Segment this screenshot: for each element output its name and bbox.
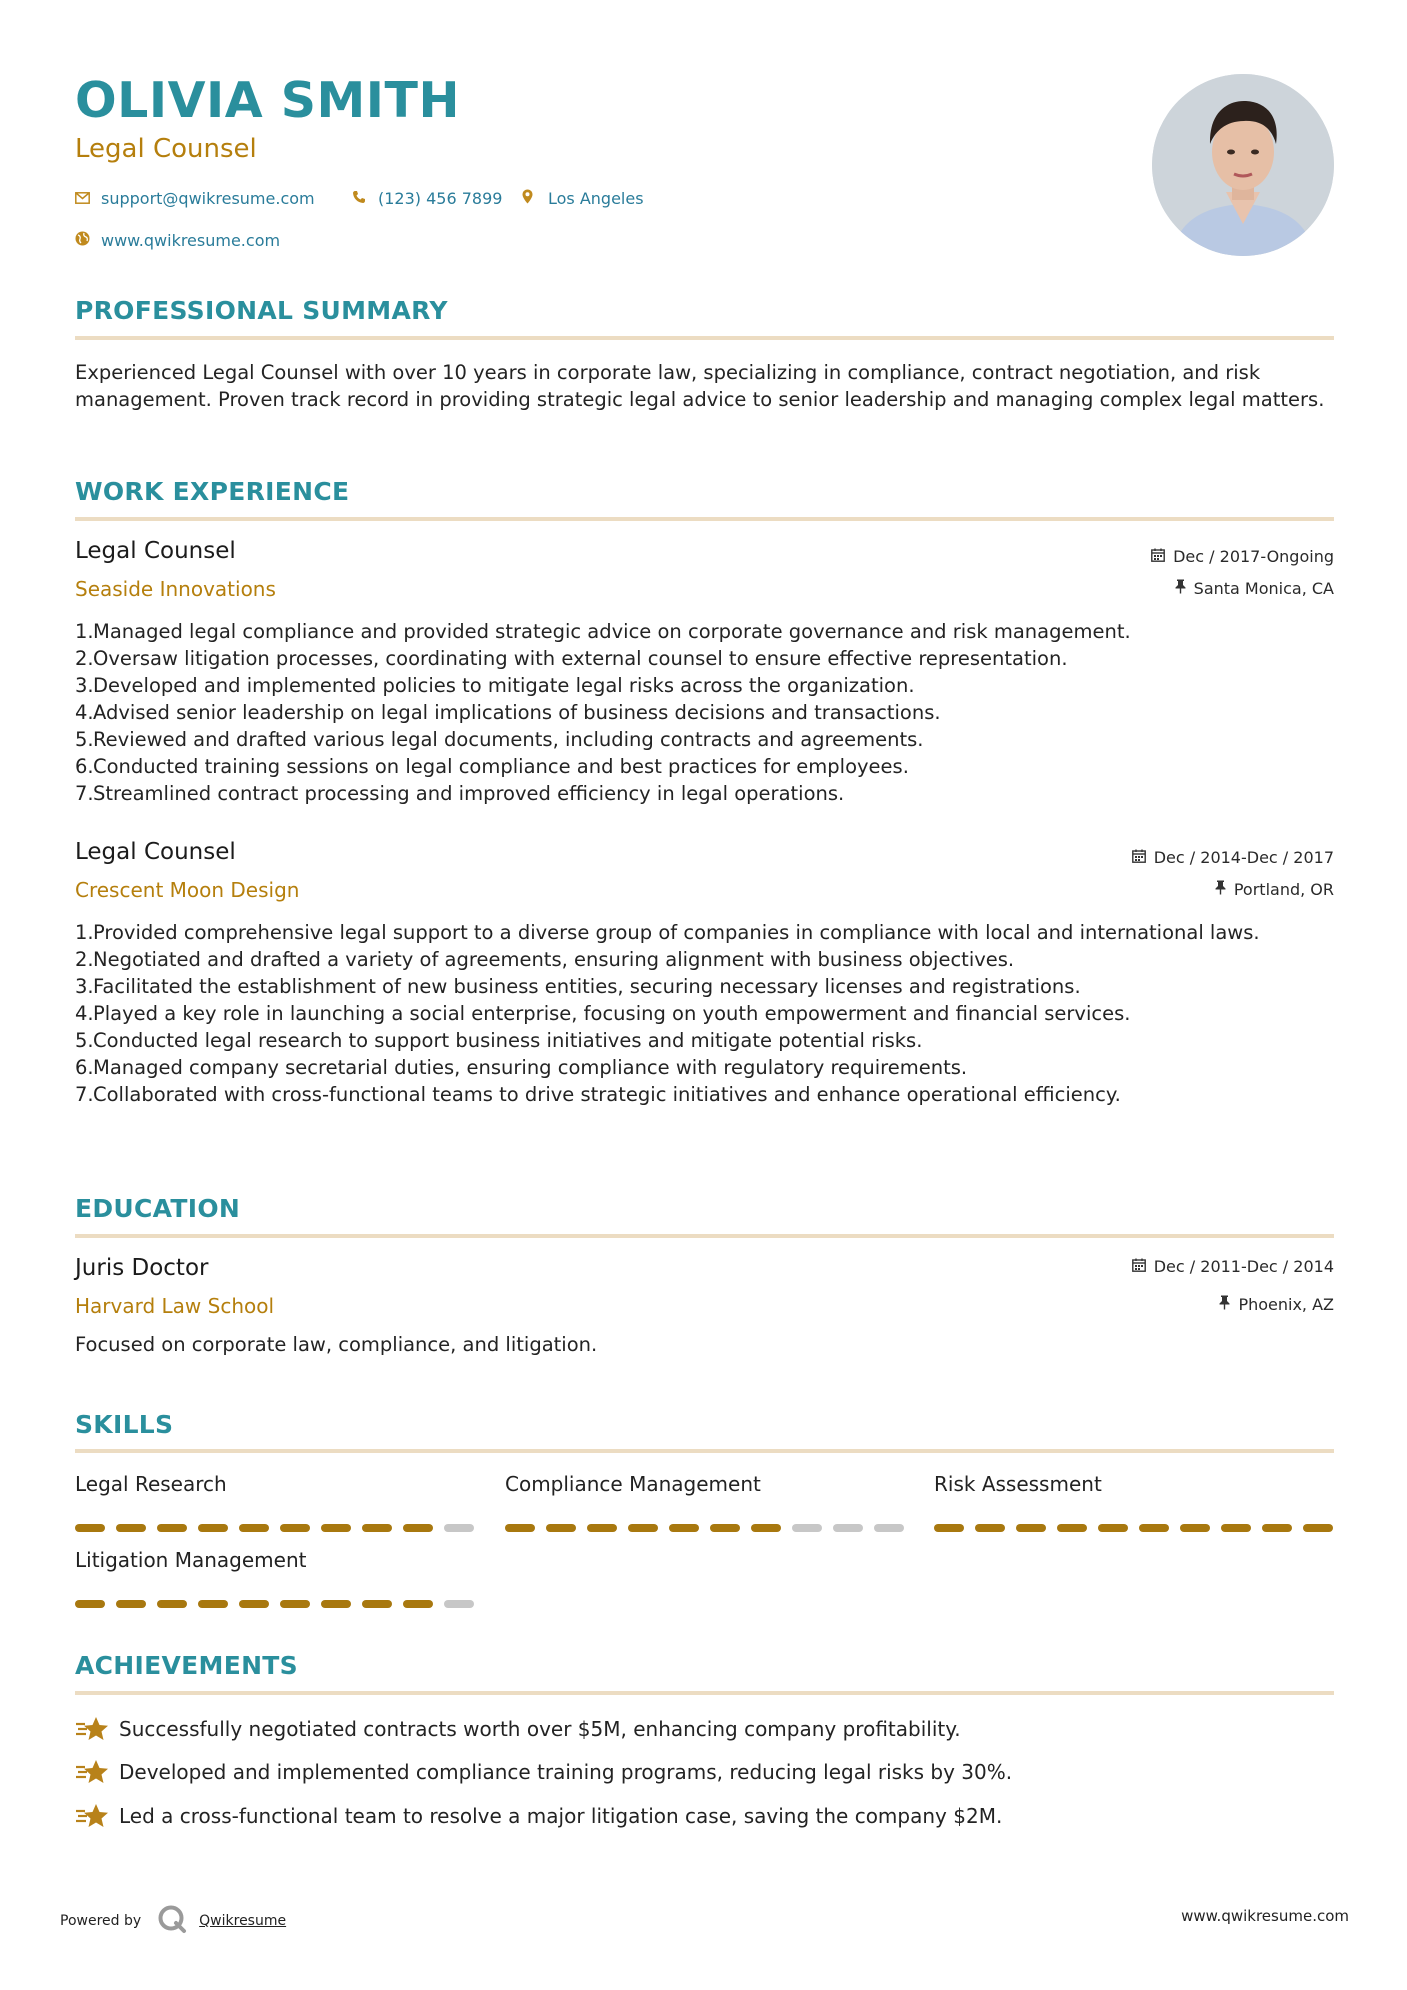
skill-dash-filled (1057, 1524, 1087, 1532)
bullet-text: Conducted training sessions on legal compliance and best practices for employees. (93, 755, 909, 778)
section-divider (75, 1449, 1334, 1453)
star-icon (75, 1802, 119, 1830)
skill-dash-filled (546, 1524, 576, 1532)
education-degree: Juris Doctor (75, 1255, 209, 1281)
skill-dash-filled (751, 1524, 781, 1532)
skill-dash-filled (1139, 1524, 1169, 1532)
achievement-text: Successfully negotiated contracts worth over $5M, enhancing company profitability. (119, 1717, 961, 1741)
section-title-education: EDUCATION (75, 1194, 241, 1223)
list-item: 5. Conducted legal research to support business initiatives and mitigate potential risks. (75, 1027, 1337, 1054)
job-dates (1151, 547, 1334, 566)
calendar-icon (1151, 548, 1165, 566)
contact-phone[interactable] (352, 189, 502, 208)
list-item: 1. Managed legal compliance and provided strategic advice on corporate governance and risk management. (75, 618, 1337, 645)
job-location (1215, 880, 1334, 899)
skill-dash-filled (1180, 1524, 1210, 1532)
bullet-text: Negotiated and drafted a variety of agreements, ensuring alignment with business objectives. (93, 948, 1015, 971)
job-dates-text: Dec / 2014-Dec / 2017 (1153, 848, 1334, 867)
footer-powered-by (60, 1904, 286, 1938)
skill-dash-filled (710, 1524, 740, 1532)
list-item: 6. Managed company secretarial duties, ensuring compliance with regulatory requirements. (75, 1054, 1337, 1081)
skill-dash-filled (587, 1524, 617, 1532)
bullet-text: Oversaw litigation processes, coordinating with external counsel to ensure effective representation. (93, 647, 1068, 670)
calendar-icon (1132, 1258, 1146, 1276)
job-bullets (75, 618, 1337, 807)
contact-location (522, 189, 644, 208)
skill-dash-filled (1262, 1524, 1292, 1532)
achievement-item (75, 1715, 961, 1743)
skill-dash-filled (157, 1524, 187, 1532)
job-location-text: Portland, OR (1233, 880, 1334, 899)
job-dates-text: Dec / 2017-Ongoing (1173, 547, 1334, 566)
bullet-text: Played a key role in launching a social enterprise, focusing on youth empowerment and financial services. (93, 1002, 1131, 1025)
skill-dash-filled (934, 1524, 964, 1532)
section-title-summary: PROFESSIONAL SUMMARY (75, 296, 448, 325)
contact-website[interactable] (75, 231, 280, 250)
pushpin-icon (1215, 880, 1226, 899)
skill-dash-filled (975, 1524, 1005, 1532)
section-divider (75, 1234, 1334, 1238)
bullet-text: Facilitated the establishment of new business entities, securing necessary licenses and registrations. (93, 975, 1081, 998)
brand-link[interactable]: Qwikresume (199, 1913, 287, 1929)
section-title-experience: WORK EXPERIENCE (75, 477, 350, 506)
list-item: 6. Conducted training sessions on legal compliance and best practices for employees. (75, 753, 1337, 780)
bullet-text: Advised senior leadership on legal implications of business decisions and transactions. (93, 701, 941, 724)
skill-dash-filled (403, 1600, 433, 1608)
globe-icon (75, 231, 101, 250)
skill-item (75, 1548, 477, 1608)
skill-dash-filled (116, 1524, 146, 1532)
section-divider (75, 1691, 1334, 1695)
section-title-skills: SKILLS (75, 1410, 174, 1439)
bullet-text: Collaborated with cross-functional teams to drive strategic initiatives and enhance operational efficiency. (93, 1083, 1121, 1106)
achievement-item (75, 1758, 1012, 1786)
section-divider (75, 336, 1334, 340)
candidate-title: Legal Counsel (75, 134, 257, 164)
star-icon (75, 1715, 119, 1743)
bullet-text: Provided comprehensive legal support to a diverse group of companies in compliance with local and international laws. (93, 921, 1260, 944)
job-location-text: Santa Monica, CA (1193, 579, 1334, 598)
list-item: 7. Streamlined contract processing and improved efficiency in legal operations. (75, 780, 1337, 807)
bullet-text: Managed company secretarial duties, ensuring compliance with regulatory requirements. (93, 1056, 968, 1079)
phone-text: (123) 456 7899 (378, 189, 503, 208)
skill-dash-filled (1303, 1524, 1333, 1532)
skill-name: Legal Research (75, 1472, 227, 1496)
skill-dash-filled (1098, 1524, 1128, 1532)
skill-dash-empty (444, 1600, 474, 1608)
skill-dash-filled (403, 1524, 433, 1532)
envelope-icon (75, 190, 101, 208)
skill-dash-filled (321, 1524, 351, 1532)
map-pin-icon (522, 189, 548, 208)
achievement-item (75, 1802, 1002, 1830)
list-item: 2. Oversaw litigation processes, coordinating with external counsel to ensure effective representation. (75, 645, 1337, 672)
skill-dash-empty (792, 1524, 822, 1532)
job-dates (1132, 848, 1334, 867)
job-role: Legal Counsel (75, 538, 236, 564)
skill-name: Litigation Management (75, 1548, 307, 1572)
skill-dash-filled (505, 1524, 535, 1532)
education-dates (1132, 1257, 1334, 1276)
skill-level-bar (505, 1524, 907, 1532)
achievement-text: Developed and implemented compliance training programs, reducing legal risks by 30%. (119, 1760, 1013, 1784)
job-company: Seaside Innovations (75, 577, 276, 601)
phone-icon (352, 190, 378, 208)
education-location (1219, 1295, 1334, 1314)
skill-level-bar (934, 1524, 1336, 1532)
list-item: 7. Collaborated with cross-functional teams to drive strategic initiatives and enhance operational efficiency. (75, 1081, 1337, 1108)
job-role: Legal Counsel (75, 839, 236, 865)
skill-dash-filled (280, 1524, 310, 1532)
education-description: Focused on corporate law, compliance, and litigation. (75, 1333, 598, 1356)
pushpin-icon (1219, 1295, 1230, 1314)
bullet-text: Conducted legal research to support business initiatives and mitigate potential risks. (93, 1029, 923, 1052)
bullet-text: Managed legal compliance and provided strategic advice on corporate governance and risk management. (93, 620, 1131, 643)
skill-dash-empty (444, 1524, 474, 1532)
list-item: 2. Negotiated and drafted a variety of agreements, ensuring alignment with business objectives. (75, 946, 1337, 973)
list-item: 5. Reviewed and drafted various legal documents, including contracts and agreements. (75, 726, 1337, 753)
skill-dash-filled (1221, 1524, 1251, 1532)
footer-site-link[interactable]: www.qwikresume.com (1181, 1907, 1349, 1925)
skill-level-bar (75, 1524, 477, 1532)
skill-name: Risk Assessment (934, 1472, 1102, 1496)
bullet-text: Streamlined contract processing and improved efficiency in legal operations. (93, 782, 845, 805)
qwikresume-logo-icon (157, 1904, 187, 1938)
candidate-name: OLIVIA SMITH (75, 72, 460, 129)
skill-dash-filled (75, 1524, 105, 1532)
education-school: Harvard Law School (75, 1294, 275, 1318)
list-item: 4. Advised senior leadership on legal implications of business decisions and transactions. (75, 699, 1337, 726)
skill-dash-empty (874, 1524, 904, 1532)
skill-dash-filled (362, 1524, 392, 1532)
skill-dash-filled (198, 1600, 228, 1608)
contact-email[interactable] (75, 189, 315, 208)
list-item: 3. Facilitated the establishment of new business entities, securing necessary licenses and registrations. (75, 973, 1337, 1000)
skill-dash-filled (362, 1600, 392, 1608)
section-divider (75, 517, 1334, 521)
pushpin-icon (1175, 579, 1186, 598)
skill-name: Compliance Management (505, 1472, 761, 1496)
email-text: support@qwikresume.com (101, 189, 315, 208)
skill-dash-filled (75, 1600, 105, 1608)
powered-by-label: Powered by (60, 1913, 142, 1929)
profile-photo (1152, 74, 1334, 256)
star-icon (75, 1758, 119, 1786)
skill-dash-filled (669, 1524, 699, 1532)
skill-item (505, 1472, 907, 1532)
skill-dash-filled (280, 1600, 310, 1608)
skill-dash-empty (833, 1524, 863, 1532)
job-company: Crescent Moon Design (75, 878, 300, 902)
skill-dash-filled (239, 1524, 269, 1532)
skill-dash-filled (239, 1600, 269, 1608)
skill-item (934, 1472, 1336, 1532)
skill-dash-filled (321, 1600, 351, 1608)
job-location (1175, 579, 1334, 598)
skill-dash-filled (157, 1600, 187, 1608)
skill-level-bar (75, 1600, 477, 1608)
list-item: 1. Provided comprehensive legal support to a diverse group of companies in compliance with local and international laws. (75, 919, 1337, 946)
section-title-achievements: ACHIEVEMENTS (75, 1651, 298, 1680)
location-text: Los Angeles (548, 189, 644, 208)
bullet-text: Developed and implemented policies to mitigate legal risks across the organization. (93, 674, 915, 697)
skill-dash-filled (628, 1524, 658, 1532)
achievement-text: Led a cross-functional team to resolve a major litigation case, saving the company $2M. (119, 1804, 1003, 1828)
bullet-text: Reviewed and drafted various legal documents, including contracts and agreements. (93, 728, 924, 751)
summary-text: Experienced Legal Counsel with over 10 years in corporate law, specializing in compliance, contract negotiation, and risk management. Proven track record in providing strategic legal advice to senior leadership and managing complex legal matters. (75, 361, 1325, 411)
education-location-text: Phoenix, AZ (1238, 1295, 1334, 1314)
education-dates-text: Dec / 2011-Dec / 2014 (1153, 1257, 1334, 1276)
job-bullets (75, 919, 1337, 1108)
skill-dash-filled (198, 1524, 228, 1532)
skill-dash-filled (116, 1600, 146, 1608)
skill-dash-filled (1016, 1524, 1046, 1532)
calendar-icon (1132, 849, 1146, 867)
website-text: www.qwikresume.com (101, 231, 281, 250)
skill-item (75, 1472, 477, 1532)
list-item: 3. Developed and implemented policies to mitigate legal risks across the organization. (75, 672, 1337, 699)
list-item: 4. Played a key role in launching a social enterprise, focusing on youth empowerment and financial services. (75, 1000, 1337, 1027)
